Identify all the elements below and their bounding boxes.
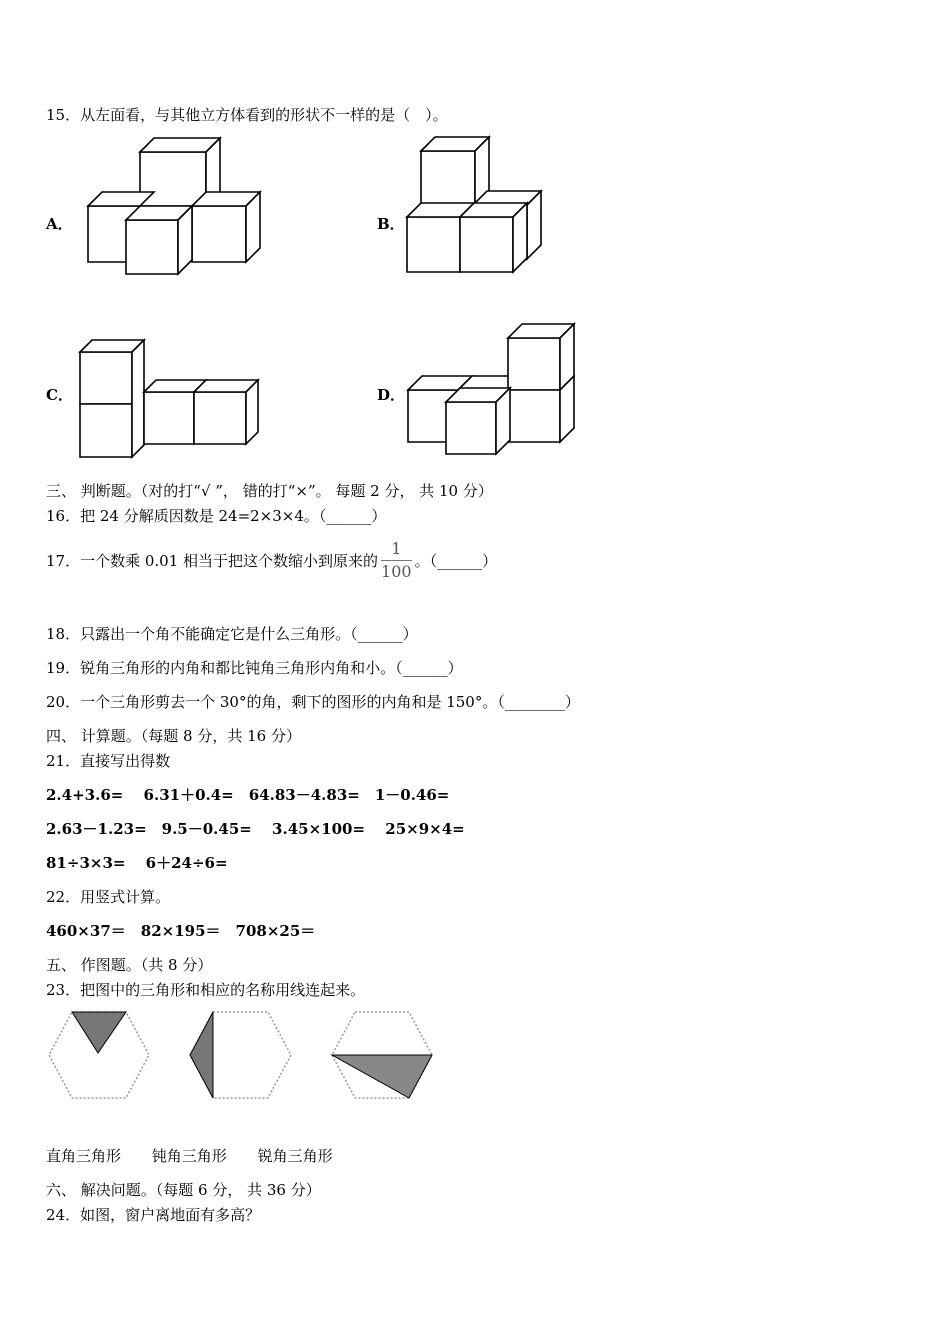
option-a-label[interactable]: A． xyxy=(46,215,73,233)
cube-figure-d xyxy=(408,324,588,459)
q22-row: 460×37＝ 82×195＝ 708×25＝ xyxy=(46,922,316,940)
option-c-label[interactable]: C． xyxy=(46,386,73,404)
section6-title: 六、 解决问题。（每题 6 分， 共 36 分） xyxy=(46,1181,321,1199)
cube-figure-c xyxy=(80,340,270,460)
q19-text: 19．锐角三角形的内角和都比钝角三角形内角和小。（______） xyxy=(46,659,463,677)
option-b-label[interactable]: B． xyxy=(377,215,405,233)
q18-text: 18．只露出一个角不能确定它是什么三角形。（______） xyxy=(46,625,418,643)
section4-title: 四、 计算题。（每题 8 分，共 16 分） xyxy=(46,727,301,745)
hexagon-figure-2 xyxy=(189,1011,293,1101)
q15-stem: 15．从左面看，与其他立方体看到的形状不一样的是（ ）。 xyxy=(46,106,448,124)
triangle-names xyxy=(46,1145,359,1166)
q17-before: 17．一个数乘 0.01 相当于把这个数缩小到原来的 xyxy=(46,552,379,570)
option-d-label[interactable]: D． xyxy=(377,386,406,404)
q16-text: 16．把 24 分解质因数是 24=2×3×4。（______） xyxy=(46,507,387,525)
fraction-denominator: 100 xyxy=(381,562,412,581)
q21-row-2: 2.63－1.23= 9.5－0.45= 3.45×100= 25×9×4= xyxy=(46,820,465,838)
q22-stem: 22．用竖式计算。 xyxy=(46,888,171,906)
hexagon-figure-1 xyxy=(48,1011,150,1101)
q20-text: 20．一个三角形剪去一个 30°的角，剩下的图形的内角和是 150°。（________） xyxy=(46,693,580,711)
q17-after: 。（______） xyxy=(414,552,498,570)
cube-figure-a xyxy=(88,138,268,278)
section3-title: 三、 判断题。（对的打“√ ”， 错的打“×”。 每题 2 分， 共 10 分） xyxy=(46,482,493,500)
hexagon-figure-3 xyxy=(331,1011,433,1101)
fraction xyxy=(381,538,412,583)
q21-stem: 21．直接写出得数 xyxy=(46,752,171,770)
fraction-numerator: 1 xyxy=(381,538,412,561)
q21-row-3: 81÷3×3= 6＋24÷6= xyxy=(46,854,228,872)
section5-title: 五、 作图题。（共 8 分） xyxy=(46,956,213,974)
name-obtuse-triangle[interactable]: 钝角三角形 xyxy=(151,1147,227,1165)
q24-text: 24．如图，窗户离地面有多高？ xyxy=(46,1206,261,1224)
name-acute-triangle[interactable]: 锐角三角形 xyxy=(257,1147,333,1165)
name-right-triangle[interactable]: 直角三角形 xyxy=(46,1147,122,1165)
q23-stem: 23．把图中的三角形和相应的名称用线连起来。 xyxy=(46,981,366,999)
q21-row-1: 2.4+3.6= 6.31＋0.4= 64.83－4.83= 1－0.46= xyxy=(46,786,450,804)
cube-figure-b xyxy=(407,137,547,277)
q17-line xyxy=(46,538,497,583)
